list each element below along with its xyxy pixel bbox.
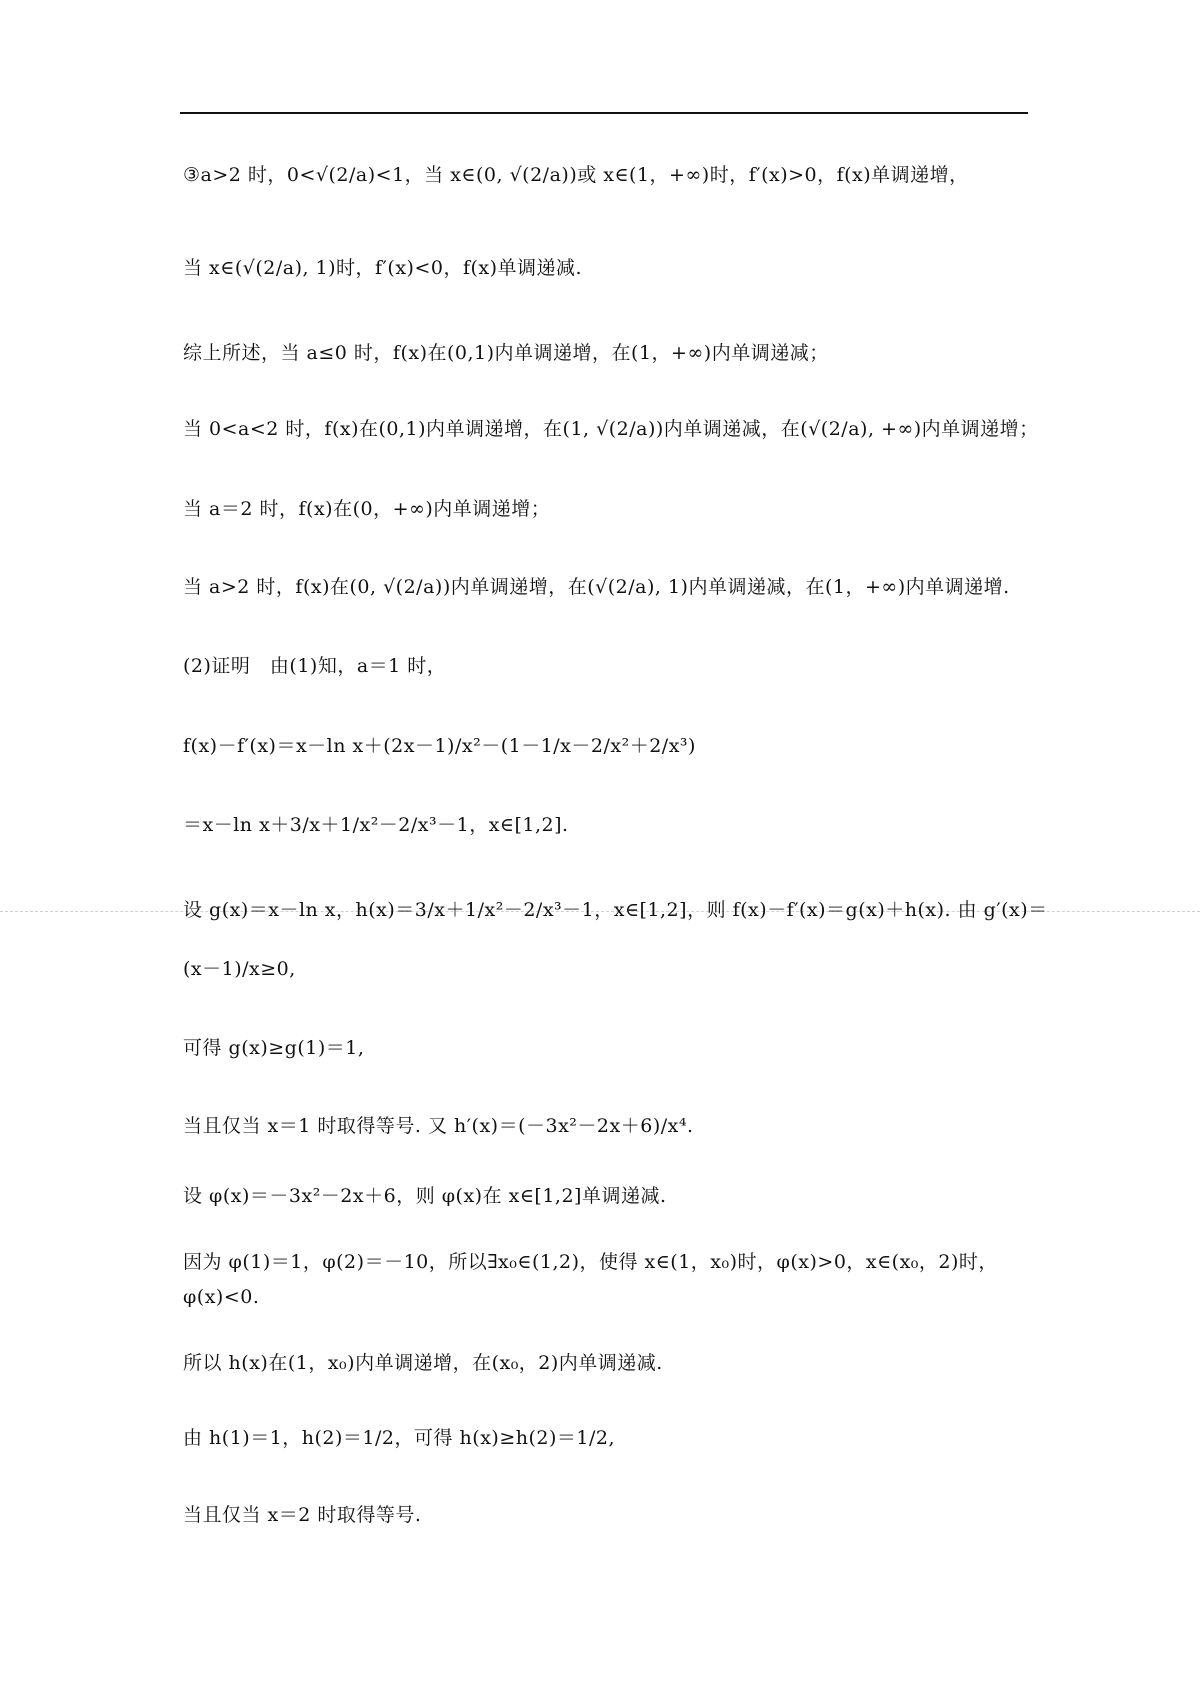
text-line: 当 x∈(√(2/a), 1)时，f′(x)<0，f(x)单调递减. xyxy=(183,257,583,279)
text-line: 当 a＝2 时，f(x)在(0，+∞)内单调递增； xyxy=(183,498,551,520)
text-line: 所以 h(x)在(1，x₀)内单调递增，在(x₀，2)内单调递减. xyxy=(183,1352,663,1374)
math-line: f(x)－f′(x)＝x－ln x＋(2x－1)/x²－(1－1/x－2/x²＋2/x³) xyxy=(183,735,696,757)
text-line: ③a>2 时，0<√(2/a)<1，当 x∈(0, √(2/a))或 x∈(1，+∞)时，f′(x)>0，f(x)单调递增， xyxy=(183,164,969,186)
text-line: φ(x)<0. xyxy=(183,1286,260,1308)
text-line: 可得 g(x)≥g(1)＝1, xyxy=(183,1037,365,1059)
text-line: 当 0<a<2 时，f(x)在(0,1)内单调递增，在(1, √(2/a))内单调递减，在(√(2/a), +∞)内单调递增； xyxy=(183,418,1039,440)
text-line: 设 φ(x)＝－3x²－2x＋6，则 φ(x)在 x∈[1,2]单调递减. xyxy=(183,1185,667,1207)
text-line: 当 a>2 时，f(x)在(0, √(2/a))内单调递增，在(√(2/a), 1)内单调递减，在(1，+∞)内单调递增. xyxy=(183,576,1010,598)
text-line: 当且仅当 x＝2 时取得等号. xyxy=(183,1504,422,1526)
text-line: 因为 φ(1)＝1，φ(2)＝－10，所以∃x₀∈(1,2)，使得 x∈(1，x₀)时，φ(x)>0，x∈(x₀，2)时， xyxy=(183,1251,998,1273)
math-line: (x－1)/x≥0, xyxy=(183,958,296,980)
math-line: ＝x－ln x＋3/x＋1/x²－2/x³－1，x∈[1,2]. xyxy=(183,814,569,836)
text-line: 综上所述，当 a≤0 时，f(x)在(0,1)内单调递增，在(1，+∞)内单调递减； xyxy=(183,342,829,364)
header-rule xyxy=(180,112,1028,114)
text-line: 由 h(1)＝1，h(2)＝1/2，可得 h(x)≥h(2)＝1/2, xyxy=(183,1427,616,1449)
text-line: 设 g(x)＝x－ln x，h(x)＝3/x＋1/x²－2/x³－1，x∈[1,2]，则 f(x)－f′(x)＝g(x)＋h(x). 由 g′(x)＝ xyxy=(183,899,1048,921)
text-line: 当且仅当 x＝1 时取得等号. 又 h′(x)＝(－3x²－2x＋6)/x⁴. xyxy=(183,1115,694,1137)
text-line: (2)证明 由(1)知，a＝1 时， xyxy=(183,655,447,677)
